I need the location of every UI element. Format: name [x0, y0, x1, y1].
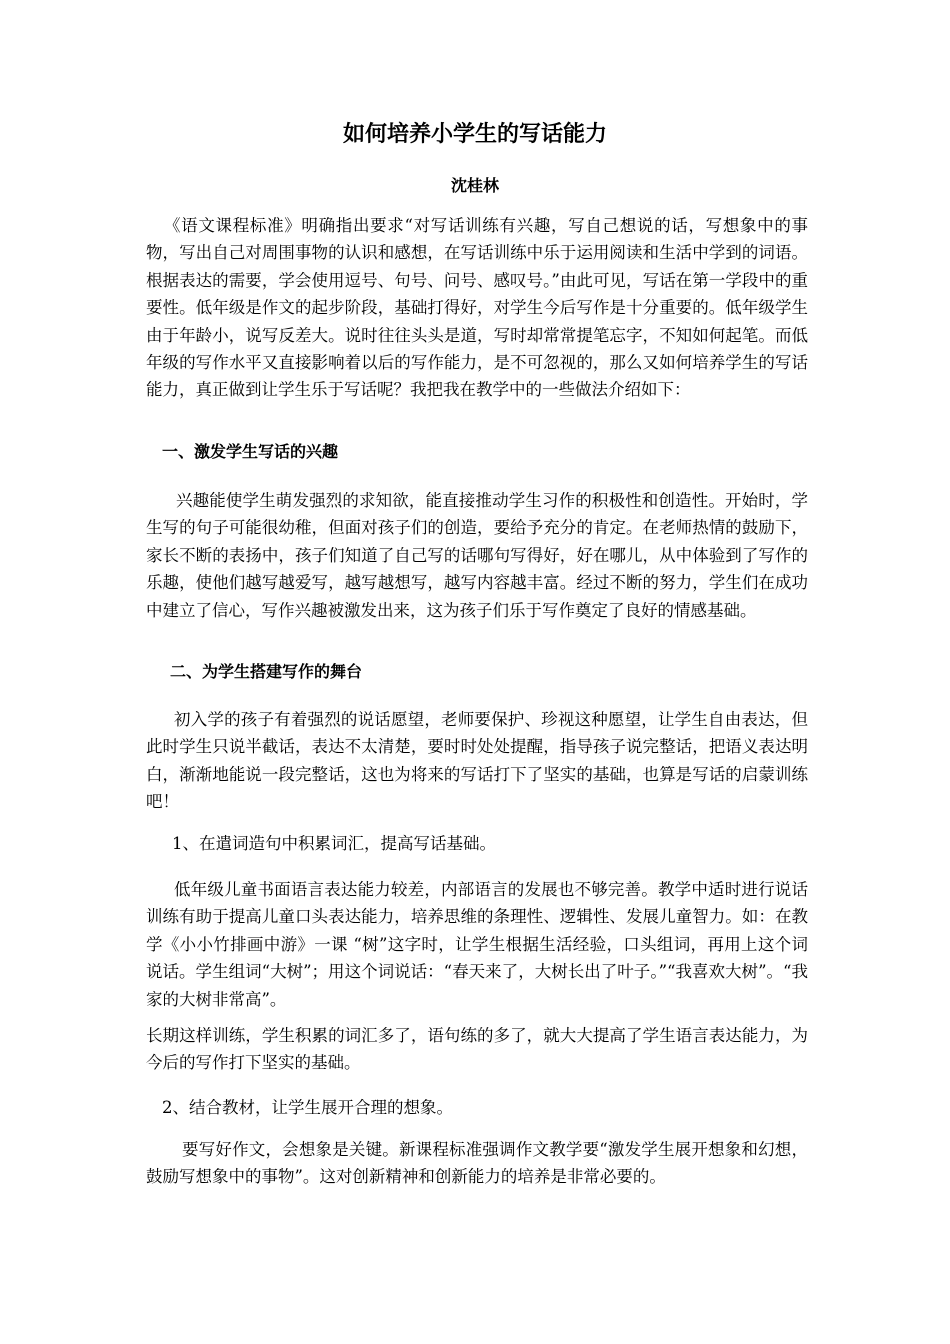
subsection1-paragraph: 低年级儿童书面语言表达能力较差，内部语言的发展也不够完善。教学中适时进行说话训练有助于提高儿童口头表达能力，培养思维的条理性、逻辑性、发展儿童智力。如：在教学《小小竹排画中游》一课 “树”这字时，让学生根据生活经验，口头组词，再用上这个词说话。学生组词“大树”；用这个词说话：“春天来了，大树长出了叶子。”“我喜欢大树”。“我家的大树非常高”。	[146, 880, 808, 1009]
intro-paragraph: 《语文课程标准》明确指出要求“对写话训练有兴趣，写自己想说的话，写想象中的事物，写出自己对周围事物的认识和感想，在写话训练中乐于运用阅读和生活中学到的词语。根据表达的需要，学会使用逗号、句号、问号、感叹号。”由此可见，写话在第一学段中的重要性。低年级是作文的起步阶段，基础打得好，对学生今后写作是十分重要的。低年级学生由于年龄小，说写反差大。说时往往头头是道，写时却常常提笔忘字，不知如何起笔。而低年级的写作水平又直接影响着以后的写作能力，是不可忽视的，那么又如何培养学生的写话能力，真正做到让学生乐于写话呢？我把我在教学中的一些做法介绍如下：	[146, 216, 808, 400]
document-author: 沈桂林	[450, 176, 499, 195]
document-title: 如何培养小学生的写话能力	[342, 122, 607, 147]
section2-heading: 二、为学生搭建写作的舞台	[170, 662, 363, 681]
subsection2-paragraph: 要写好作文，会想象是关键。新课程标准强调作文教学要“激发学生展开想象和幻想，鼓励写想象中的事物”。这对创新精神和创新能力的培养是非常必要的。	[146, 1140, 808, 1187]
subsection2-heading: 2、结合教材，让学生展开合理的想象。	[162, 1098, 453, 1117]
section1-heading: 一、激发学生写话的兴趣	[162, 442, 339, 461]
section2-paragraph: 初入学的孩子有着强烈的说话愿望，老师要保护、珍视这种愿望，让学生自由表达，但此时学生只说半截话，表达不太清楚，要时时处处提醒，指导孩子说完整话，把语义表达明白，渐渐地能说一段完整话，这也为将来的写话打下了坚实的基础，也算是写话的启蒙训练吧！	[146, 710, 808, 812]
section1-paragraph: 兴趣能使学生萌发强烈的求知欲，能直接推动学生习作的积极性和创造性。开始时，学生写的句子可能很幼稚，但面对孩子们的创造，要给予充分的肯定。在老师热情的鼓励下，家长不断的表扬中，孩子们知道了自己写的话哪句写得好，好在哪儿，从中体验到了写作的乐趣，使他们越写越爱写，越写越想写，越写内容越丰富。经过不断的努力，学生们在成功中建立了信心，写作兴趣被激发出来，这为孩子们乐于写作奠定了良好的情感基础。	[146, 491, 808, 620]
subsection1-paragraph-2: 长期这样训练，学生积累的词汇多了，语句练的多了，就大大提高了学生语言表达能力，为今后的写作打下坚实的基础。	[146, 1026, 808, 1073]
subsection1-heading: 1、在遣词造句中积累词汇，提高写话基础。	[172, 834, 496, 853]
